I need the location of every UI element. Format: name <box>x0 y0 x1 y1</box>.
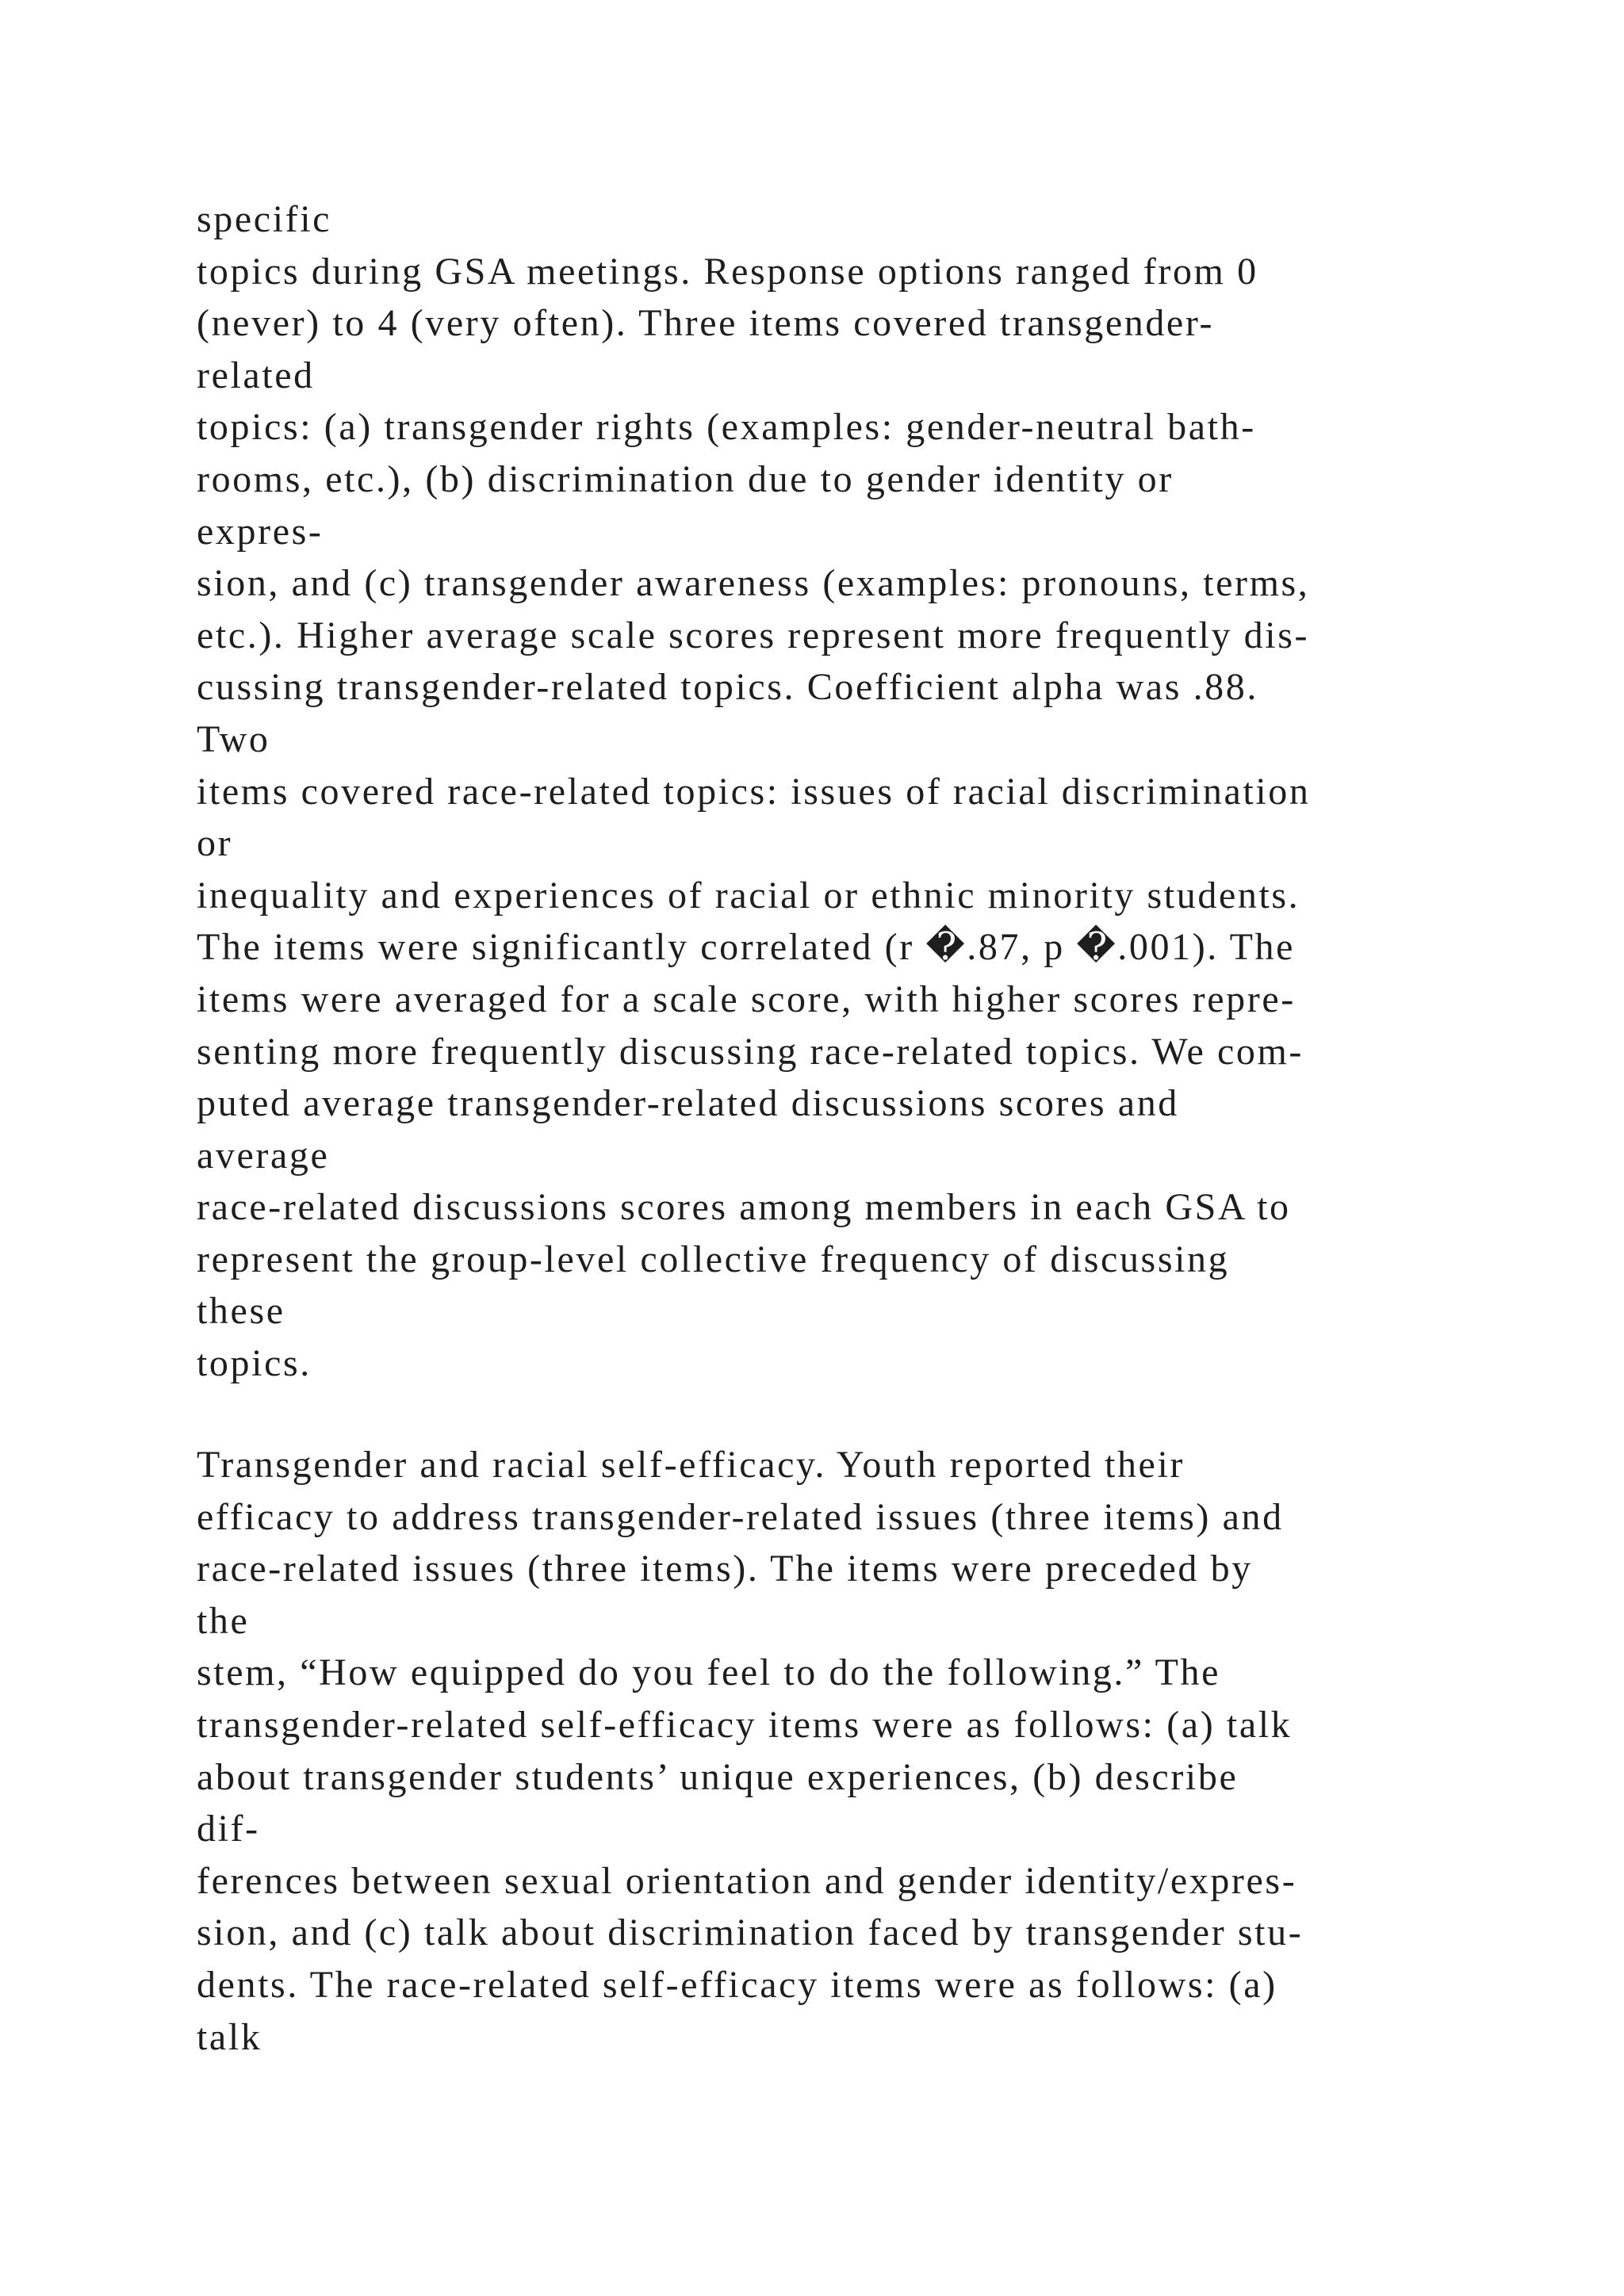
text-line: items were averaged for a scale score, with higher scores repre- <box>197 978 1296 1020</box>
text-line: sion, and (c) transgender awareness (examples: pronouns, terms, <box>197 562 1310 605</box>
text-line: Two <box>197 718 270 760</box>
text-line: represent the group-level collective frequency of discussing <box>197 1238 1230 1280</box>
text-line: average <box>197 1134 330 1177</box>
text-line: topics. <box>197 1342 312 1385</box>
text-line: race-related discussions scores among members in each GSA to <box>197 1186 1291 1229</box>
text-line: dif- <box>197 1808 260 1850</box>
text-line: ferences between sexual orientation and gender identity/expres- <box>197 1859 1297 1902</box>
text-line: cussing transgender-related topics. Coefficient alpha was .88. <box>197 666 1258 709</box>
text-line: the <box>197 1599 250 1642</box>
paragraph-self-efficacy <box>197 1439 1497 2063</box>
text-line: efficacy to address transgender-related issues (three items) and <box>197 1495 1284 1538</box>
text-line: sion, and (c) talk about discrimination faced by transgender stu- <box>197 1911 1304 1954</box>
text-line: dents. The race-related self-efficacy items were as follows: (a) <box>197 1963 1277 2006</box>
paragraph-measures-discussions <box>197 193 1497 1390</box>
text-line: talk <box>197 2015 262 2058</box>
text-line: topics: (a) transgender rights (examples: gender-neutral bath- <box>197 406 1256 449</box>
text-line: expres- <box>197 510 324 553</box>
text-line: topics during GSA meetings. Response options ranged from 0 <box>197 250 1258 293</box>
text-line: etc.). Higher average scale scores represent more frequently dis- <box>197 614 1310 656</box>
text-line: rooms, etc.), (b) discrimination due to gender identity or <box>197 457 1174 500</box>
text-line: inequality and experiences of racial or ethnic minority students. <box>197 874 1300 916</box>
text-line: these <box>197 1290 285 1333</box>
text-line: senting more frequently discussing race-related topics. We com- <box>197 1030 1304 1073</box>
text-line: stem, “How equipped do you feel to do the following.” The <box>197 1651 1221 1694</box>
text-line: specific <box>197 198 332 240</box>
text-line: items covered race-related topics: issues of racial discrimination <box>197 770 1311 813</box>
text-line: The items were significantly correlated (r �.87, p �.001). The <box>197 926 1296 969</box>
text-line: transgender-related self-efficacy items were as follows: (a) talk <box>197 1703 1293 1746</box>
text-line: race-related issues (three items). The items were preceded by <box>197 1548 1253 1590</box>
text-line: about transgender students’ unique experiences, (b) describe <box>197 1755 1239 1798</box>
text-line: related <box>197 354 315 396</box>
text-line: (never) to 4 (very often). Three items covered transgender- <box>197 302 1215 345</box>
text-line: or <box>197 822 233 865</box>
text-line: Transgender and racial self-efficacy. Youth reported their <box>197 1444 1185 1486</box>
text-line: puted average transgender-related discussions scores and <box>197 1082 1179 1125</box>
